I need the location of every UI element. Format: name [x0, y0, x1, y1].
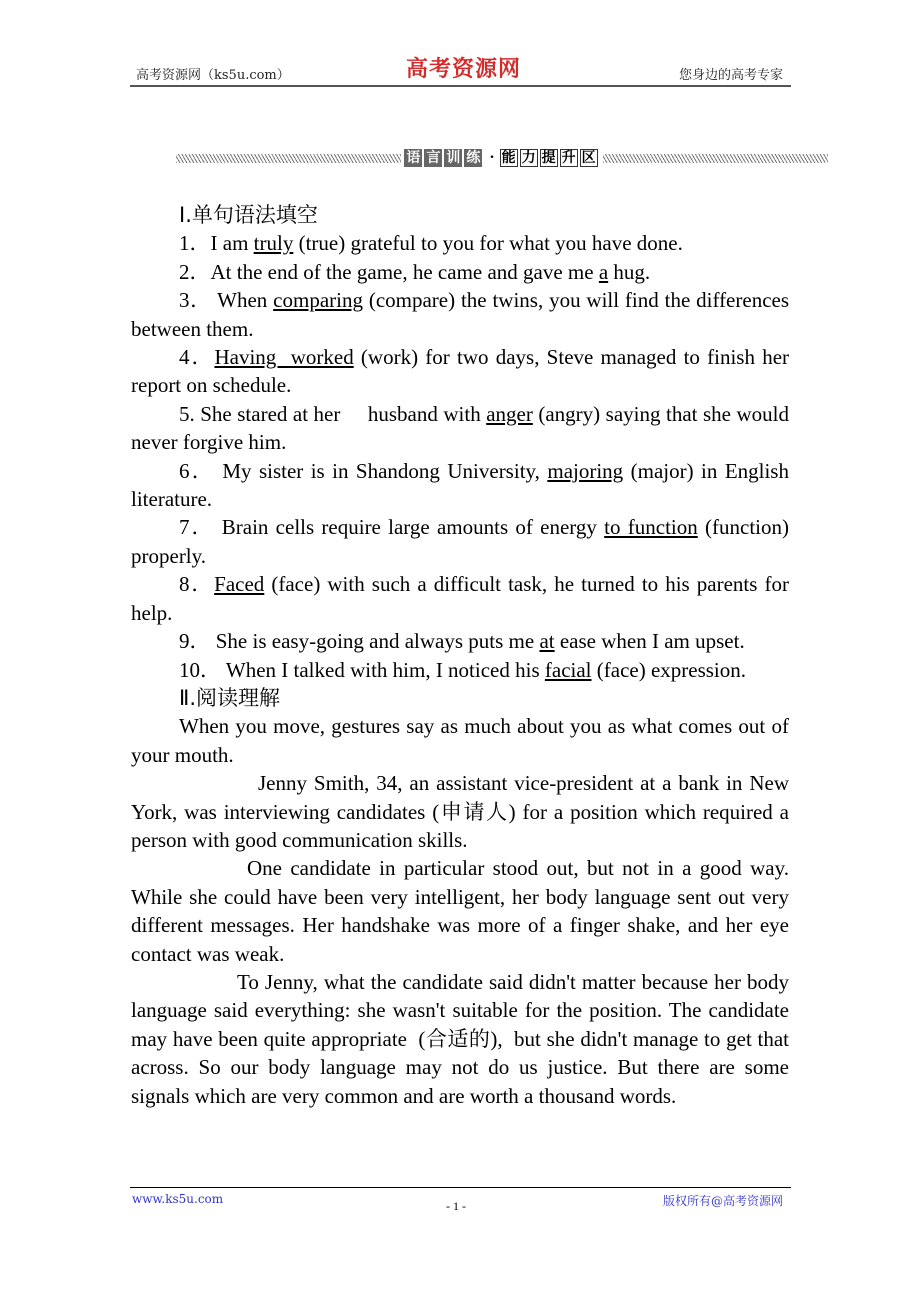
banner-char: 升 [561, 150, 576, 166]
answer-text: anger [486, 401, 533, 426]
question-item [131, 513, 795, 570]
question-item [131, 457, 795, 514]
question-text: (work) for two days, Steve managed to finish her report on schedule. [131, 345, 795, 398]
section-title: Ⅱ.阅读理解 [179, 685, 281, 710]
question-text: 2．At the end of the game, he came and gave me [179, 259, 599, 284]
passage-paragraph: One candidate in particular stood out, but not in a good way. While she could have been very intelligent, her body language sent out very different messages. Her handshake was more of a finger shake, and her eye contact was weak. [131, 856, 795, 966]
header-logo: 高考资源网 [406, 56, 522, 82]
question-text: 7． Brain cells require large amounts of energy [179, 515, 605, 540]
footer-link[interactable]: www.ks5u.com [132, 1192, 224, 1206]
question-item [131, 286, 795, 343]
question-text: (angry) saying that she would never forgive him. [131, 401, 795, 455]
answer-text: to function [604, 515, 698, 540]
banner-char: 语 [406, 150, 421, 166]
question-text: hug. [608, 259, 651, 284]
question-item [131, 343, 795, 400]
question-text: (compare) the twins, you will find the differences between them. [131, 288, 795, 341]
banner-char: 提 [541, 150, 556, 166]
question-item [131, 400, 795, 457]
banner-part1 [404, 149, 484, 167]
banner-char: 训 [446, 150, 461, 166]
banner-char: 练 [466, 150, 481, 166]
header-left: 高考资源网（ks5u.com） [136, 68, 290, 83]
question-text: 6． My sister is in Shandong University, [179, 458, 548, 483]
header-divider [130, 85, 791, 87]
footer-divider [130, 1187, 791, 1188]
question-text: 3． When [179, 288, 274, 313]
question-item [131, 627, 789, 655]
answer-text: comparing [273, 288, 363, 313]
answer-text: facial [544, 657, 592, 682]
answer-text: at [539, 629, 555, 654]
passage-paragraph: To Jenny, what the candidate said didn't matter because her body language said everything: she wasn't suitable for the position. The candidate may have been quite appropriate (合适的), but she didn't manage to get that across. So our body language may not do us justice. But there are some signals which are very common and are worth a thousand words. [131, 969, 795, 1108]
banner-dot: · [489, 149, 495, 166]
question-text: ease when I am upset. [554, 629, 745, 654]
hatch-decoration [603, 154, 828, 163]
answer-text: truly [253, 231, 294, 256]
section-title: Ⅰ.单句语法填空 [179, 203, 318, 227]
document-body [131, 201, 795, 1110]
question-item [131, 258, 789, 286]
question-text: (face) with such a difficult task, he turned to his parents for help. [131, 572, 795, 625]
question-item [131, 570, 795, 627]
answer-text: a [598, 259, 609, 284]
question-text: 1．I am [179, 231, 254, 256]
question-text: (function) properly. [131, 515, 795, 568]
banner-part2 [500, 149, 600, 167]
section-banner [176, 148, 828, 168]
footer-copyright: 版权所有@高考资源网 [662, 1194, 783, 1208]
question-item [131, 656, 789, 684]
question-text: 10． When I talked with him, I noticed his [179, 657, 545, 682]
passage-paragraph: When you move, gestures say as much about you as what comes out of your mouth. [131, 714, 795, 767]
page-number: - 1 - [446, 1199, 466, 1213]
question-text: 9． She is easy-going and always puts me [179, 629, 540, 654]
answer-text: Having worked [214, 345, 354, 370]
hatch-decoration [176, 154, 401, 163]
banner-char: 区 [581, 150, 596, 166]
answer-text: Faced [214, 572, 265, 597]
question-text: (true) grateful to you for what you have done. [293, 231, 683, 256]
passage-paragraph: Jenny Smith, 34, an assistant vice-president at a bank in New York, was interviewing candidates (申请人) for a position which required a person with good communication skills. [131, 771, 795, 852]
banner-char: 言 [426, 150, 441, 166]
question-text: (major) in English literature. [131, 458, 795, 512]
question-text: 8． [179, 572, 215, 597]
answer-text: majoring [547, 458, 624, 483]
question-text: 4． [179, 345, 215, 370]
banner-char: 能 [501, 150, 516, 166]
question-text: (face) expression. [591, 657, 747, 682]
question-text: 5. She stared at her husband with [179, 401, 487, 426]
banner-char: 力 [521, 150, 536, 166]
question-item [131, 229, 789, 257]
header-right: 您身边的高考专家 [678, 68, 783, 83]
